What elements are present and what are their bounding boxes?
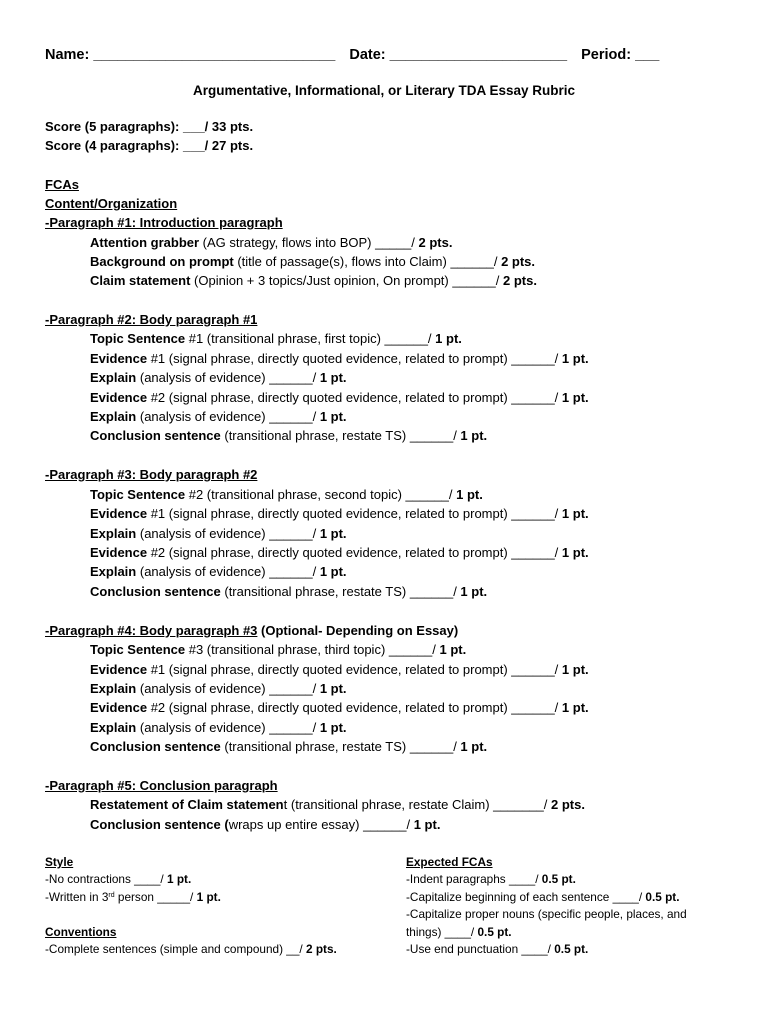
rubric-item — [90, 428, 487, 444]
item-description: #3 (transitional phrase, third topic) ______/ — [185, 642, 436, 657]
score-4-paragraphs: Score (4 paragraphs): ___/ 27 pts. — [45, 138, 254, 153]
style-heading: Style — [45, 855, 74, 869]
item-points: 1 pt. — [558, 545, 589, 560]
item-label: Explain — [90, 720, 137, 735]
item-description: (analysis of evidence) ______/ — [136, 564, 317, 579]
item-description: (transitional phrase, restate TS) ______/ — [220, 739, 457, 754]
rubric-item — [90, 662, 589, 678]
rubric-item — [90, 506, 589, 522]
item-label: Explain — [90, 526, 137, 541]
item-points: 1 pt. — [558, 662, 589, 677]
item-label-tail: t — [283, 797, 288, 812]
item-description: #2 (signal phrase, directly quoted evidence, related to prompt) ______/ — [147, 390, 559, 405]
item-description: (analysis of evidence) ______/ — [136, 681, 317, 696]
rubric-item — [90, 817, 440, 833]
item-description: person _____/ — [114, 890, 194, 904]
item-points: 1 pt. — [456, 584, 488, 599]
item-label: Claim statement — [90, 273, 191, 288]
item-points: 1 pt. — [316, 409, 347, 424]
item-description: -No contractions ____/ — [45, 872, 164, 886]
content-organization-heading: Content/Organization — [45, 196, 178, 211]
date-field[interactable]: Date: ______________________ — [349, 47, 568, 63]
fcas-heading: FCAs — [45, 177, 79, 192]
rubric-item — [90, 273, 537, 289]
item-points: 1 pt. — [558, 700, 589, 715]
item-label: Topic Sentence — [90, 487, 186, 502]
rubric-item — [90, 370, 347, 386]
item-description: (title of passage(s), flows into Claim) ______/ — [233, 254, 498, 269]
rubric-item — [90, 642, 466, 658]
item-label: Conclusion sentence — [90, 584, 221, 599]
paragraph-1-heading: -Paragraph #1: Introduction paragraph — [45, 215, 283, 230]
item-description: things) ____/ — [406, 925, 475, 939]
item-points: 0.5 pt. — [550, 942, 589, 956]
item-points: 2 pts. — [497, 254, 536, 269]
paragraph-4-optional-note: (Optional- Depending on Essay) — [257, 623, 459, 638]
item-points: 1 pt. — [431, 331, 462, 346]
item-label: Evidence — [90, 545, 148, 560]
item-points: 1 pt. — [452, 487, 483, 502]
item-label: Evidence — [90, 351, 148, 366]
item-label: Conclusion sentence ( — [90, 817, 229, 832]
paragraph-3-heading: -Paragraph #3: Body paragraph #2 — [45, 467, 258, 482]
rubric-item — [90, 545, 589, 561]
ordinal-suffix: rd — [108, 892, 115, 899]
expected-fca-item — [406, 890, 679, 905]
item-points: 1 pt. — [435, 642, 467, 657]
item-label: Explain — [90, 370, 137, 385]
item-description: (transitional phrase, restate TS) ______/ — [220, 428, 457, 443]
item-description: -Indent paragraphs ____/ — [406, 872, 539, 886]
item-label: Conclusion sentence — [90, 739, 221, 754]
style-item-contractions — [45, 872, 191, 887]
item-points: 0.5 pt. — [538, 872, 576, 886]
item-points: 0.5 pt. — [642, 890, 680, 904]
item-description: -Written in 3 — [45, 890, 109, 904]
item-description: -Capitalize proper nouns (specific people, places, and — [406, 907, 687, 921]
expected-fca-item — [406, 925, 512, 940]
item-points: 2 pts. — [499, 273, 537, 288]
item-description: (analysis of evidence) ______/ — [136, 409, 317, 424]
item-description: #2 (signal phrase, directly quoted evidence, related to prompt) ______/ — [147, 700, 559, 715]
item-points: 1 pt. — [558, 390, 589, 405]
rubric-item — [90, 235, 452, 251]
paragraph-4-heading: -Paragraph #4: Body paragraph #3 — [45, 623, 258, 638]
expected-fca-item — [406, 907, 687, 922]
item-description: (analysis of evidence) ______/ — [136, 370, 317, 385]
header-line — [45, 47, 659, 63]
paragraph-4-heading-line — [45, 623, 458, 639]
rubric-item — [90, 564, 347, 580]
paragraph-2-heading: -Paragraph #2: Body paragraph #1 — [45, 312, 258, 327]
conventions-item-sentences — [45, 942, 337, 957]
item-description: -Capitalize beginning of each sentence ____/ — [406, 890, 643, 904]
item-points: 2 pts. — [414, 235, 453, 250]
item-points: 1 pt. — [316, 370, 347, 385]
rubric-item — [90, 331, 462, 347]
conventions-heading: Conventions — [45, 925, 117, 939]
rubric-item — [90, 254, 535, 270]
rubric-item — [90, 797, 585, 813]
item-description: -Complete sentences (simple and compound) __/ — [45, 942, 303, 956]
item-label: Evidence — [90, 506, 148, 521]
rubric-item — [90, 409, 347, 425]
rubric-item — [90, 351, 589, 367]
rubric-item — [90, 681, 347, 697]
rubric-item — [90, 584, 487, 600]
item-points: 1 pt. — [316, 564, 347, 579]
item-description: (transitional phrase, restate TS) ______/ — [220, 584, 457, 599]
item-description: (analysis of evidence) ______/ — [136, 720, 317, 735]
item-description: (Opinion + 3 topics/Just opinion, On prompt) ______/ — [190, 273, 500, 288]
expected-fca-item — [406, 942, 588, 957]
rubric-item — [90, 390, 589, 406]
rubric-item — [90, 487, 483, 503]
item-points: 0.5 pt. — [474, 925, 512, 939]
style-item-third-person — [45, 890, 221, 905]
page-title: Argumentative, Informational, or Literary TDA Essay Rubric — [192, 83, 576, 98]
item-description: #1 (signal phrase, directly quoted evidence, related to prompt) ______/ — [147, 351, 559, 366]
item-description: (transitional phrase, restate Claim) _______/ — [287, 797, 548, 812]
item-label: Topic Sentence — [90, 642, 186, 657]
item-points: 1 pt. — [558, 351, 589, 366]
item-points: 1 pt. — [316, 526, 347, 541]
name-field[interactable]: Name: ______________________________ — [45, 47, 336, 63]
period-field[interactable]: Period: ___ — [581, 47, 660, 63]
item-points: 1 pt. — [456, 428, 488, 443]
item-points: 1 pt. — [193, 890, 221, 904]
rubric-item — [90, 720, 347, 736]
rubric-item — [90, 526, 347, 542]
item-description: #1 (signal phrase, directly quoted evidence, related to prompt) ______/ — [147, 506, 559, 521]
item-label: Explain — [90, 409, 137, 424]
rubric-item — [90, 739, 487, 755]
paragraph-5-heading: -Paragraph #5: Conclusion paragraph — [45, 778, 278, 793]
score-5-paragraphs: Score (5 paragraphs): ___/ 33 pts. — [45, 119, 254, 134]
expected-fcas-heading: Expected FCAs — [406, 855, 493, 869]
item-description: (AG strategy, flows into BOP) _____/ — [199, 235, 415, 250]
item-description: #2 (signal phrase, directly quoted evidence, related to prompt) ______/ — [147, 545, 559, 560]
item-label: Explain — [90, 564, 137, 579]
item-label: Topic Sentence — [90, 331, 186, 346]
item-description: wraps up entire essay) ______/ — [228, 817, 411, 832]
item-points: 1 pt. — [410, 817, 441, 832]
item-description: #2 (transitional phrase, second topic) ______/ — [185, 487, 453, 502]
item-label: Restatement of Claim statemen — [90, 797, 284, 812]
item-description: (analysis of evidence) ______/ — [136, 526, 317, 541]
item-label: Conclusion sentence — [90, 428, 221, 443]
item-description: -Use end punctuation ____/ — [406, 942, 551, 956]
item-label: Background on prompt — [90, 254, 234, 269]
item-points: 2 pts. — [547, 797, 585, 812]
item-points: 1 pt. — [163, 872, 192, 886]
item-label: Evidence — [90, 662, 148, 677]
item-points: 2 pts. — [302, 942, 337, 956]
item-points: 1 pt. — [316, 720, 347, 735]
item-label: Explain — [90, 681, 137, 696]
item-description: #1 (transitional phrase, first topic) ______/ — [185, 331, 432, 346]
rubric-item — [90, 700, 589, 716]
item-points: 1 pt. — [558, 506, 589, 521]
item-label: Evidence — [90, 700, 148, 715]
item-points: 1 pt. — [456, 739, 488, 754]
item-label: Evidence — [90, 390, 148, 405]
item-label: Attention grabber — [90, 235, 200, 250]
expected-fca-item — [406, 872, 576, 887]
item-description: #1 (signal phrase, directly quoted evidence, related to prompt) ______/ — [147, 662, 559, 677]
item-points: 1 pt. — [316, 681, 347, 696]
